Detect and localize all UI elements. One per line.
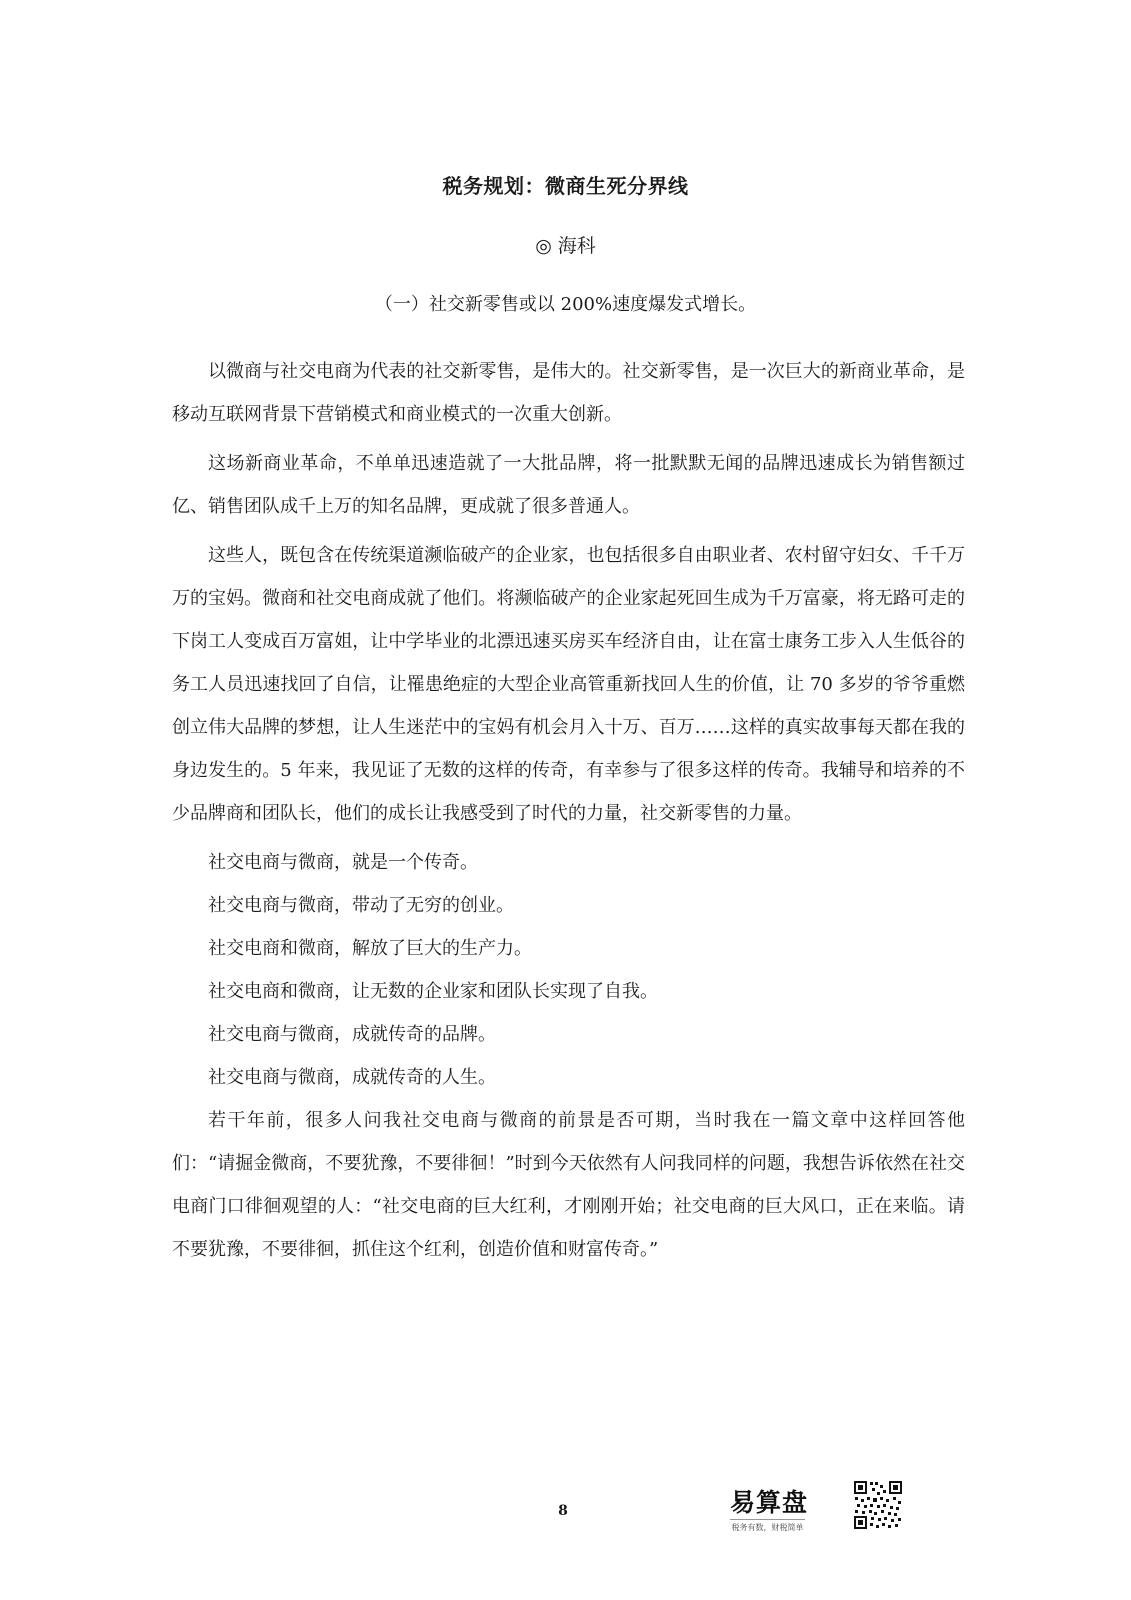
qr-code-icon: [853, 1480, 903, 1530]
paragraph: 以微商与社交电商为代表的社交新零售，是伟大的。社交新零售，是一次巨大的新商业革命，是移动互联网背景下营销模式和商业模式的一次重大创新。: [172, 361, 965, 425]
brand-logo: [730, 1488, 830, 1542]
paragraph: 社交电商与微商，成就传奇的品牌。: [208, 1024, 496, 1045]
section-heading: （一）社交新零售或以 200%速度爆发式增长。: [374, 294, 757, 315]
paragraph: 这场新商业革命，不单单迅速造就了一大批品牌，将一批默默无闻的品牌迅速成长为销售额过亿、销售团队成千上万的知名品牌，更成就了很多普通人。: [172, 453, 965, 517]
paragraph: 社交电商与微商，带动了无穷的创业。: [208, 895, 514, 916]
logo-text: 易算盘: [730, 1488, 809, 1517]
paragraph: 社交电商与微商，就是一个传奇。: [208, 852, 478, 873]
paragraph: 这些人，既包含在传统渠道濒临破产的企业家，也包括很多自由职业者、农村留守妇女、千千万万的宝妈。微商和社交电商成就了他们。将濒临破产的企业家起死回生成为千万富豪，将无路可走的下岗工人变成百万富姐，让中学毕业的北漂迅速买房买车经济自由，让在富士康务工步入人生低谷的务工人员迅速找回了自信，让罹患绝症的大型企业高管重新找回人生的价值，让 70 多岁的爷爷重燃创立伟大品牌的梦想，让人生迷茫中的宝妈有机会月入十万、百万……这样的真实故事每天都在我的身边发生的。5 年来，我见证了无数的这样的传奇，有幸参与了很多这样的传奇。我辅导和培养的不少品牌商和团队长，他们的成长让我感受到了时代的力量，社交新零售的力量。: [172, 545, 965, 824]
article-body: [172, 350, 965, 1277]
page-number: 8: [558, 1503, 568, 1519]
logo-tagline: 税务有数，财税简单: [730, 1519, 805, 1533]
paragraph: 社交电商与微商，成就传奇的人生。: [208, 1067, 496, 1088]
paragraph: 社交电商和微商，让无数的企业家和团队长实现了自我。: [208, 981, 658, 1002]
paragraph: 社交电商和微商，解放了巨大的生产力。: [208, 938, 532, 959]
paragraph: 若干年前，很多人问我社交电商与微商的前景是否可期，当时我在一篇文章中这样回答他们：“请掘金微商，不要犹豫，不要徘徊！”时到今天依然有人问我同样的问题，我想告诉依然在社交电商门口徘徊观望的人：“社交电商的巨大红利，才刚刚开始；社交电商的巨大风口，正在来临。请不要犹豫，不要徘徊，抓住这个红利，创造价值和财富传奇。”: [172, 1110, 965, 1260]
article-author: ◎ 海科: [535, 235, 596, 257]
article-title: 税务规划：微商生死分界线: [442, 174, 689, 198]
